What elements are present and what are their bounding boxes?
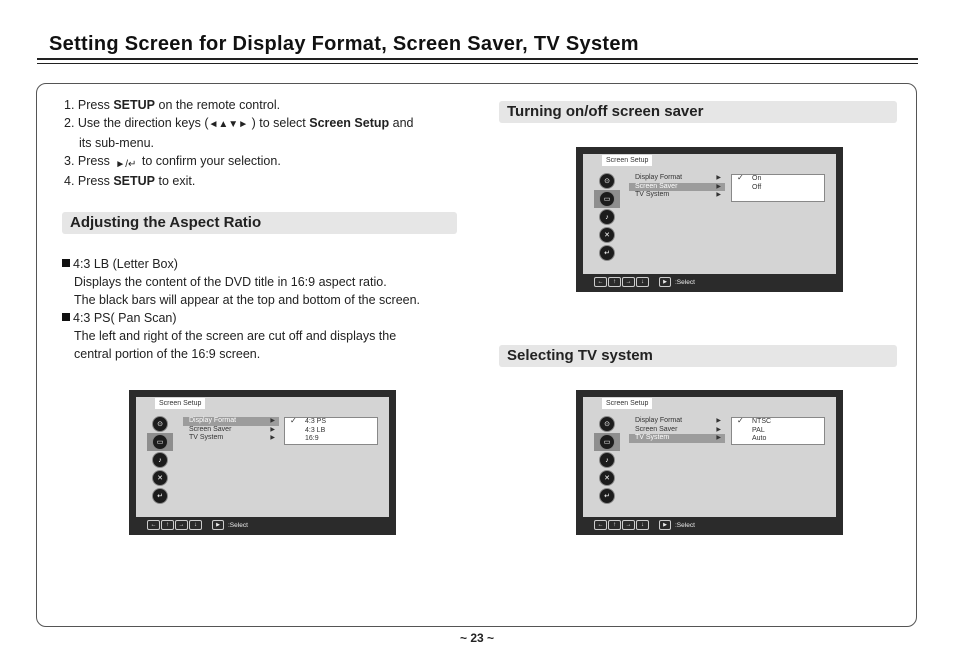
option-off[interactable]: Off	[752, 183, 762, 191]
arrow-right-icon: ▶	[270, 435, 275, 441]
page-title: Setting Screen for Display Format, Screen Saver, TV System	[49, 33, 639, 55]
audio-icon: ♪	[594, 451, 620, 469]
left-arrow-icon: ←	[594, 277, 607, 287]
arrow-right-icon: ▶	[716, 192, 721, 198]
osd-screen-tv	[576, 390, 843, 535]
option-ntsc[interactable]: ✓ NTSC	[737, 416, 772, 425]
step-2: 2. Use the direction keys (◄▲▼► ) to select Screen Setup and	[64, 116, 414, 130]
bullet-square-icon	[62, 313, 70, 321]
bullet-letterbox: 4:3 LB (Letter Box)	[62, 255, 420, 273]
page-number: ~ 23 ~	[459, 631, 495, 645]
title-rule-thick	[37, 58, 918, 60]
language-icon: ⊙	[147, 415, 173, 433]
osd-menu	[183, 417, 279, 443]
osd-options	[731, 174, 825, 202]
arrow-right-icon: ▶	[270, 426, 275, 433]
osd-screen-saver	[576, 147, 843, 292]
bullet-square-icon	[62, 259, 70, 267]
osd-tab: Screen Setup	[602, 155, 652, 166]
option-auto[interactable]: Auto	[752, 435, 767, 442]
option-4-3-lb[interactable]: 4:3 LB	[305, 426, 326, 434]
osd-hint-bar	[576, 276, 843, 288]
menu-screen-saver[interactable]: Screen Saver ▶	[629, 183, 725, 192]
letterbox-desc-2: The black bars will appear at the top and bottom of the screen.	[74, 293, 421, 307]
instruction-steps	[64, 96, 413, 190]
title-rule-thin	[37, 63, 918, 64]
step-1: 1. Press SETUP on the remote control.	[64, 98, 281, 112]
menu-screen-saver[interactable]: Screen Saver ▶	[189, 425, 275, 433]
osd-sidebar	[594, 172, 622, 262]
left-arrow-icon: ←	[594, 520, 607, 530]
osd-tab: Screen Setup	[602, 398, 652, 409]
arrow-right-icon: ▶	[716, 418, 721, 424]
option-pal[interactable]: PAL	[752, 426, 765, 434]
audio-icon: ♪	[594, 208, 620, 226]
audio-icon: ♪	[147, 451, 173, 469]
select-hint: :Select	[228, 521, 248, 529]
arrow-right-icon: ▶	[270, 418, 275, 424]
panscan-desc-2: central portion of the 16:9 screen.	[74, 347, 261, 361]
up-arrow-icon: ↑	[608, 520, 621, 530]
osd-hint-bar	[576, 519, 843, 531]
osd-sidebar	[147, 415, 175, 505]
arrow-right-icon: ▶	[716, 435, 721, 441]
up-arrow-icon: ↑	[608, 277, 621, 287]
select-hint: :Select	[675, 521, 695, 529]
arrow-right-icon: ▶	[716, 175, 721, 181]
step-3: 3. Press ►/↵ to confirm your selection.	[64, 152, 413, 172]
menu-display-format[interactable]: Display Format ▶	[183, 417, 279, 426]
letterbox-desc-1: Displays the content of the DVD title in 16:9 aspect ratio.	[74, 275, 387, 289]
menu-display-format[interactable]: Display Format ▶	[635, 417, 721, 424]
down-arrow-icon: ↓	[636, 277, 649, 287]
arrow-right-icon: ▶	[716, 183, 721, 190]
step-2-cont: its sub-menu.	[79, 136, 155, 150]
screen-icon: ▭	[594, 190, 620, 208]
right-arrow-icon: →	[622, 277, 635, 287]
menu-tv-system[interactable]: TV System ▶	[635, 191, 721, 198]
screen-icon: ▭	[594, 433, 620, 451]
section-screen-saver: Turning on/off screen saver	[499, 101, 897, 123]
play-icon: ▶	[212, 520, 224, 530]
select-hint: :Select	[675, 278, 695, 286]
exit-icon: ↵	[594, 487, 620, 505]
osd-hint-bar	[129, 519, 396, 531]
check-icon: ✓	[737, 173, 744, 182]
section-aspect-ratio: Adjusting the Aspect Ratio	[62, 212, 457, 234]
osd-menu	[629, 174, 725, 200]
osd-sidebar	[594, 415, 622, 505]
play-icon: ▶	[659, 277, 671, 287]
tools-icon: ✕	[147, 469, 173, 487]
left-arrow-icon: ←	[147, 520, 160, 530]
screen-icon: ▭	[147, 433, 173, 451]
play-enter-icon: ►/↵	[115, 159, 137, 170]
language-icon: ⊙	[594, 172, 620, 190]
step-4: 4. Press SETUP to exit.	[64, 174, 196, 188]
up-arrow-icon: ↑	[161, 520, 174, 530]
option-4-3-ps[interactable]: ✓ 4:3 PS	[290, 416, 327, 425]
down-arrow-icon: ↓	[189, 520, 202, 530]
osd-screen-aspect	[129, 390, 396, 535]
tools-icon: ✕	[594, 226, 620, 244]
menu-tv-system[interactable]: TV System ▶	[189, 434, 275, 441]
down-arrow-icon: ↓	[636, 520, 649, 530]
panscan-desc-1: The left and right of the screen are cut off and displays the	[74, 329, 397, 343]
exit-icon: ↵	[594, 244, 620, 262]
menu-screen-saver[interactable]: Screen Saver ▶	[635, 425, 721, 433]
right-arrow-icon: →	[175, 520, 188, 530]
section-tv-system: Selecting TV system	[499, 345, 897, 367]
osd-options	[284, 417, 378, 445]
option-on[interactable]: ✓ On	[737, 173, 762, 182]
tools-icon: ✕	[594, 469, 620, 487]
right-arrow-icon: →	[622, 520, 635, 530]
arrow-right-icon: ▶	[716, 426, 721, 433]
menu-display-format[interactable]: Display Format ▶	[635, 174, 721, 181]
osd-options	[731, 417, 825, 445]
aspect-description	[62, 255, 420, 363]
menu-tv-system[interactable]: TV System ▶	[629, 434, 725, 443]
play-icon: ▶	[659, 520, 671, 530]
direction-keys-icon: ◄▲▼►	[208, 119, 249, 130]
exit-icon: ↵	[147, 487, 173, 505]
check-icon: ✓	[290, 416, 297, 425]
osd-menu	[629, 417, 725, 443]
bullet-panscan: 4:3 PS( Pan Scan)	[62, 309, 420, 327]
osd-tab: Screen Setup	[155, 398, 205, 409]
option-16-9[interactable]: 16:9	[305, 435, 319, 442]
check-icon: ✓	[737, 416, 744, 425]
language-icon: ⊙	[594, 415, 620, 433]
